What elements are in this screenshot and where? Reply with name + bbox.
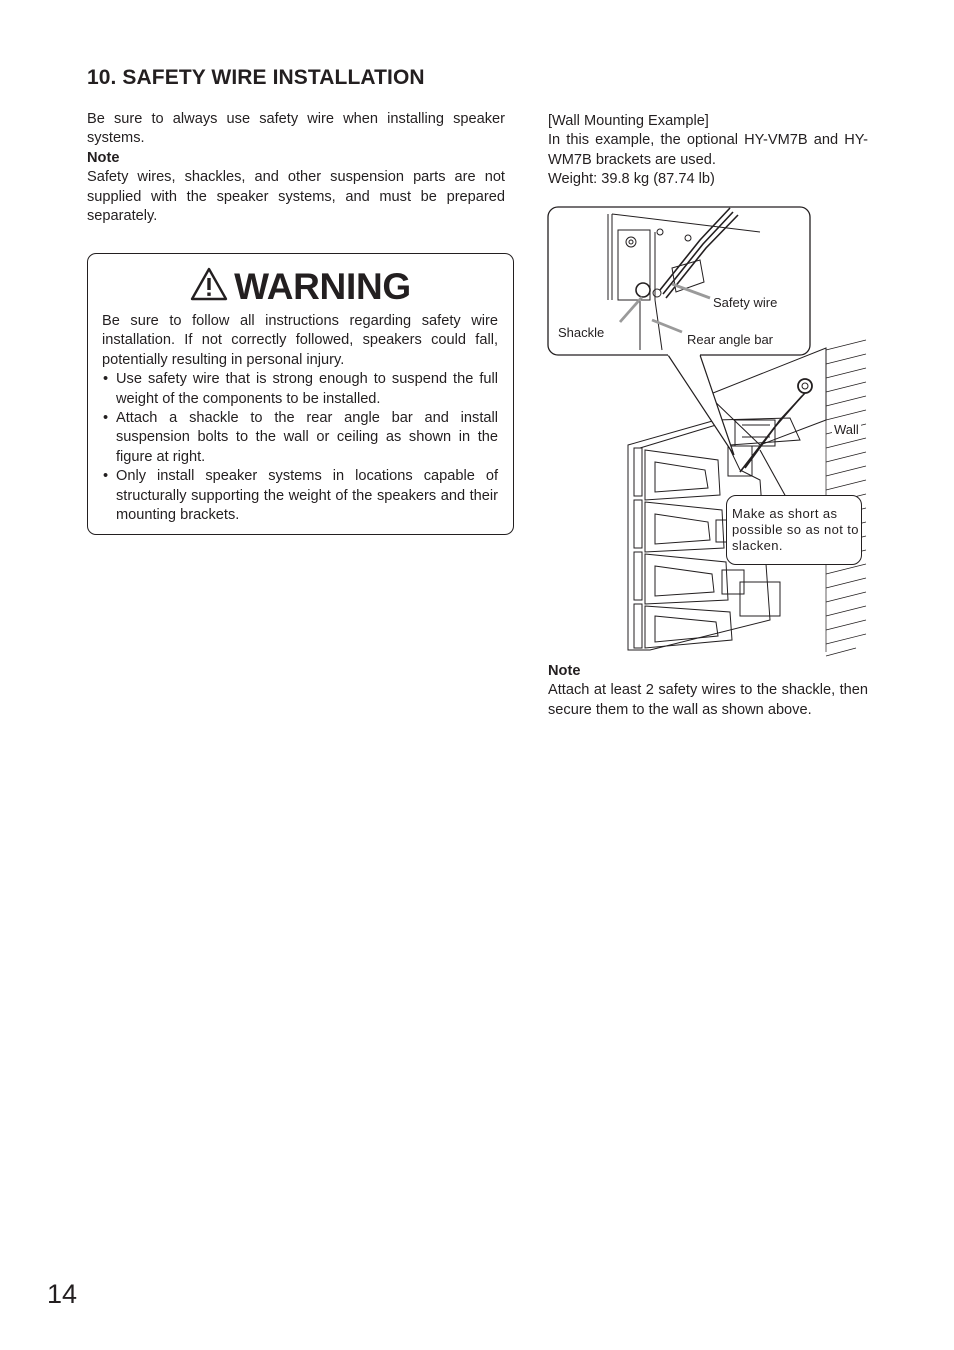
warning-triangle-icon <box>190 267 228 301</box>
warning-box <box>87 253 514 535</box>
callout-box: Make as short as possible so as not to slacken. <box>726 495 862 565</box>
label-shackle: Shackle <box>558 325 605 340</box>
section-title: 10. SAFETY WIRE INSTALLATION <box>87 66 425 89</box>
warning-bullet <box>102 370 498 409</box>
page-number: 14 <box>47 1279 78 1309</box>
intro-paragraph: Be sure to always use safety wire when installing speaker systems. <box>87 111 505 147</box>
bottom-note <box>548 662 868 720</box>
label-safety-wire: Safety wire <box>713 295 778 310</box>
example-caption <box>548 112 868 190</box>
bottom-note-text: Attach at least 2 safety wires to the shackle, then secure them to the wall as shown above. <box>548 682 868 718</box>
warning-body <box>102 312 498 525</box>
example-heading: [Wall Mounting Example] <box>548 113 709 129</box>
warning-paragraph: Be sure to follow all instructions regarding safety wire installation. If not correctly followed, speakers could fall, potentially resulting in personal injury. <box>102 313 498 368</box>
bullet-glyph: • <box>103 371 109 388</box>
bullet-glyph: • <box>103 468 109 485</box>
label-wall: Wall <box>834 422 859 437</box>
warning-title <box>88 266 513 308</box>
note-text: Safety wires, shackles, and other suspension parts are not supplied with the speaker systems, and must be prepared separately. <box>87 169 505 225</box>
bottom-note-heading: Note <box>548 663 581 679</box>
example-weight: Weight: 39.8 kg (87.74 lb) <box>548 171 715 188</box>
eye-bolt-icon <box>798 379 812 393</box>
warning-bullet <box>102 467 498 525</box>
example-text: In this example, the optional HY-VM7B and HY-WM7B brackets are used. <box>548 132 868 168</box>
bullet-glyph: • <box>103 410 109 427</box>
warning-title-text: WARNING <box>234 266 411 307</box>
bullet-text: Use safety wire that is strong enough to suspend the full weight of the components to be installed. <box>116 371 498 407</box>
note-heading: Note <box>87 149 120 166</box>
wall-mount-illustration <box>540 200 870 660</box>
bullet-text: Only install speaker systems in locations capable of structurally supporting the weight of the speakers and their mounting brackets. <box>116 468 498 524</box>
bullet-text: Attach a shackle to the rear angle bar and install suspension bolts to the wall or ceiling as shown in the figure at right. <box>116 410 498 465</box>
warning-bullet <box>102 409 498 467</box>
intro-text <box>87 110 505 226</box>
label-rear-angle-bar: Rear angle bar <box>687 332 773 347</box>
